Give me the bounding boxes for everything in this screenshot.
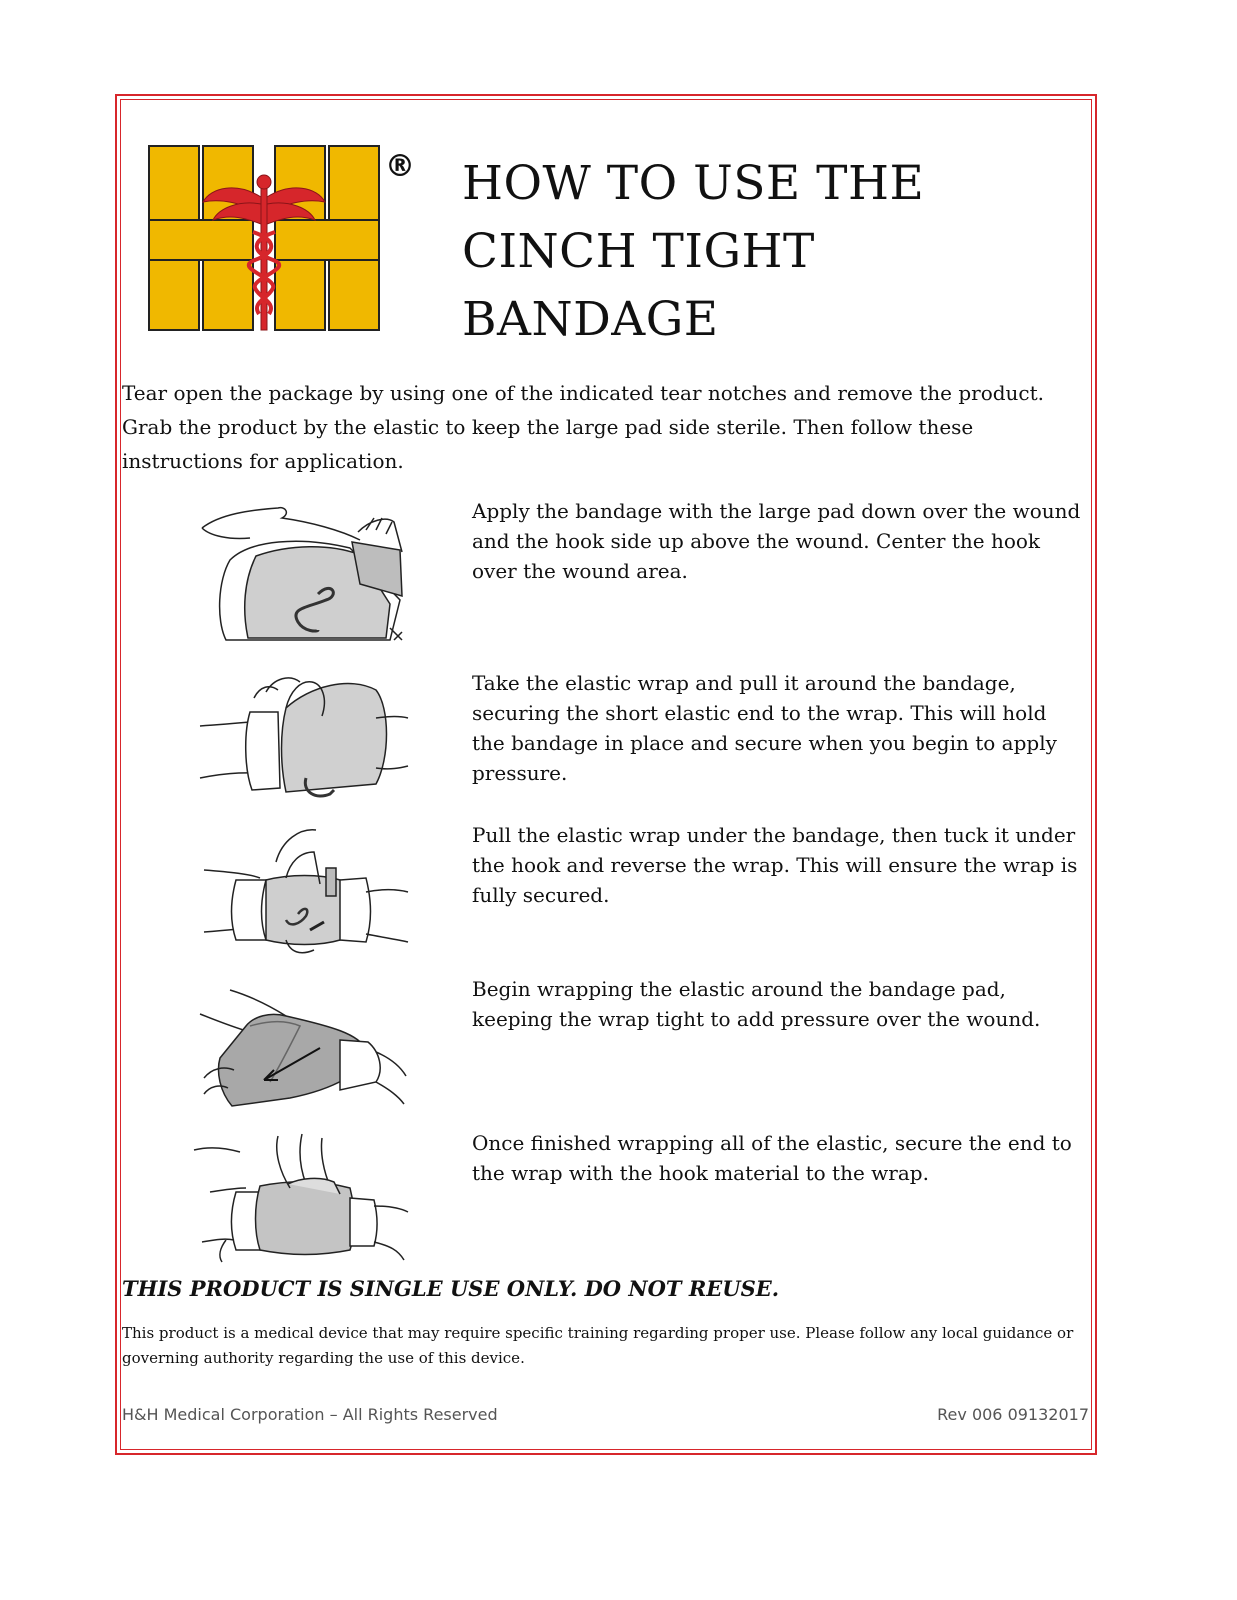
step-3-illustration (190, 822, 410, 964)
step-4-illustration (190, 986, 410, 1110)
registered-mark: ® (385, 149, 415, 184)
footer-revision: Rev 006 09132017 (937, 1405, 1089, 1424)
disclaimer-text: This product is a medical device that may require specific training regarding proper use. Please follow any local guidance or governing authority regarding the use of this device. (122, 1324, 1074, 1367)
step-1-illustration (190, 500, 410, 642)
intro-paragraph: Tear open the package by using one of the indicated tear notches and remove the product. Grab the product by the elastic to keep the large pad side sterile. Then follow these instructions for application. (122, 381, 1045, 473)
page-title: HOW TO USE THE CINCH TIGHT BANDAGE (462, 156, 925, 347)
footer-copyright: H&H Medical Corporation – All Rights Reserved (122, 1405, 498, 1424)
single-use-warning: THIS PRODUCT IS SINGLE USE ONLY. DO NOT REUSE. (122, 1276, 780, 1301)
step-1-text: Apply the bandage with the large pad down over the wound and the hook side up above the wound. Center the hook over the wound area. (472, 499, 1081, 583)
step-2-illustration (190, 668, 410, 808)
step-2-text: Take the elastic wrap and pull it around the bandage, securing the short elastic end to the wrap. This will hold the bandage in place and secure when you begin to apply pressure. (472, 671, 1057, 785)
step-3-text: Pull the elastic wrap under the bandage, then tuck it under the hook and reverse the wrap. This will ensure the wrap is fully secured. (472, 823, 1078, 907)
step-5-illustration (190, 1132, 410, 1264)
step-5-text: Once finished wrapping all of the elastic, secure the end to the wrap with the hook material to the wrap. (472, 1131, 1072, 1185)
hh-logo (145, 142, 425, 332)
step-4-text: Begin wrapping the elastic around the bandage pad, keeping the wrap tight to add pressure over the wound. (472, 977, 1041, 1031)
